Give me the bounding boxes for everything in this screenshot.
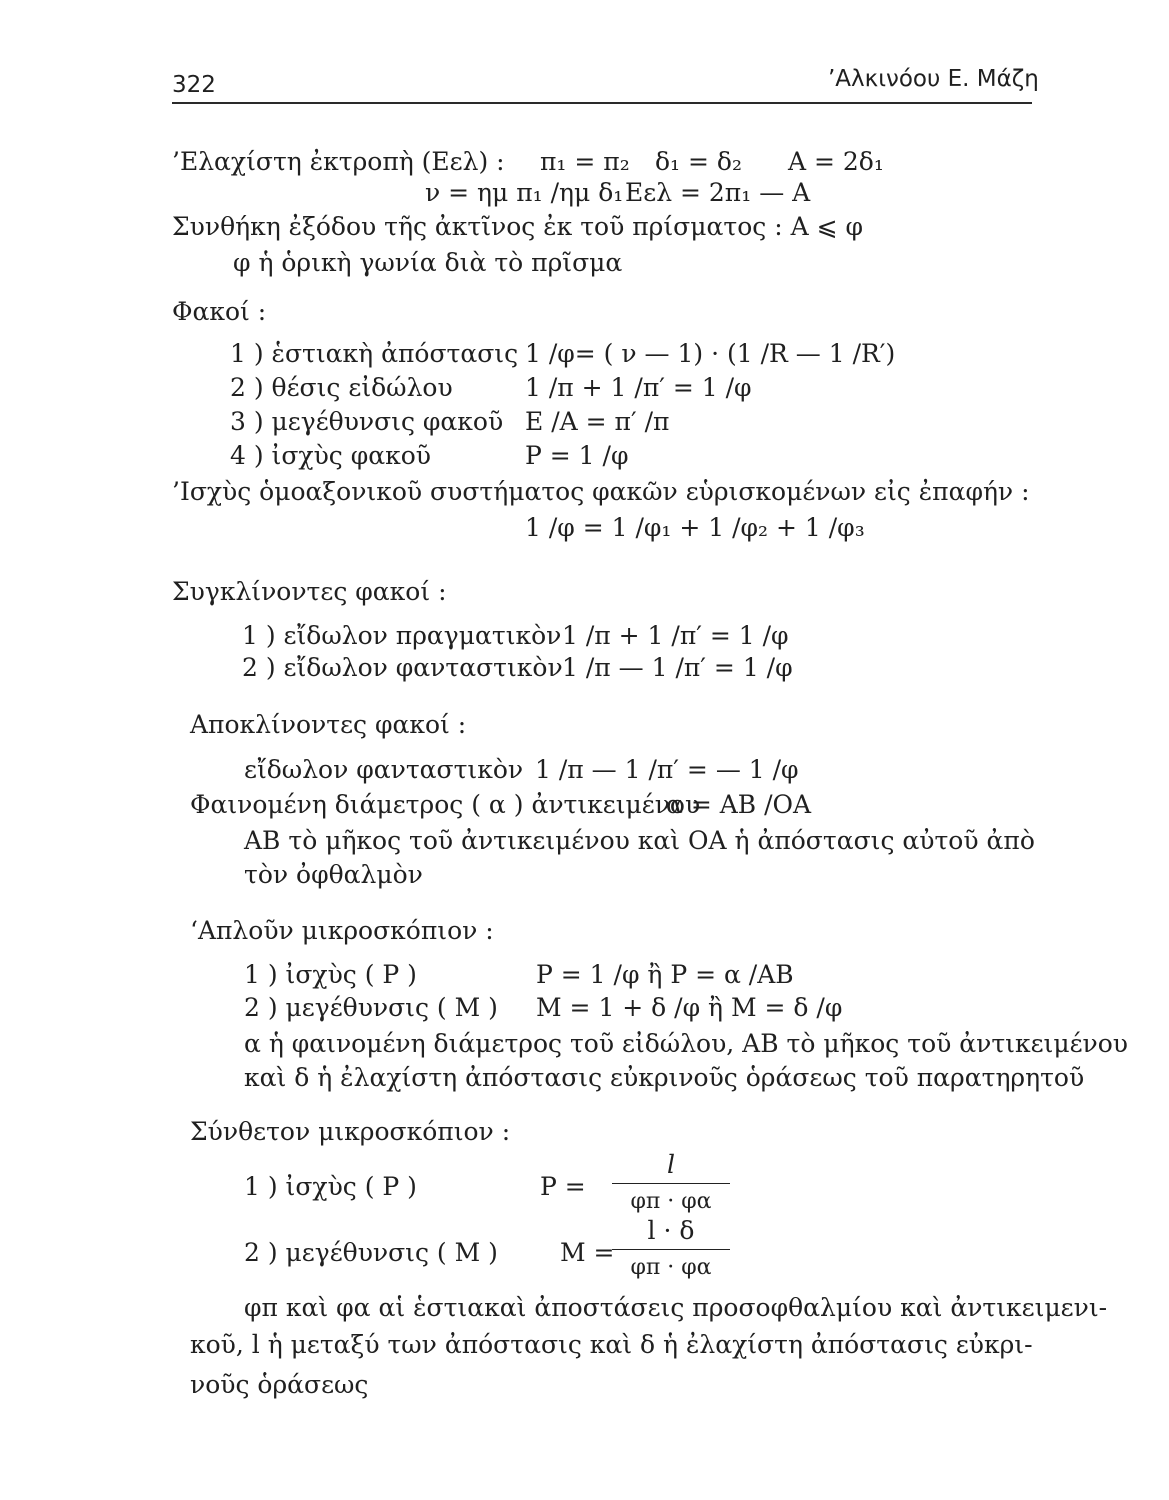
lens-power-formula: Ρ = 1 /φ xyxy=(525,441,629,470)
apparent-diameter-note-1: ΑΒ τὸ μῆκος τοῦ ἀντικειμένου καὶ ΟΑ ἡ ἀπόστασις αὐτοῦ ἀπὸ xyxy=(244,826,1035,855)
critical-angle-note: φ ἡ ὁρικὴ γωνία διὰ τὸ πρῖσμα xyxy=(233,248,623,277)
simple-magnification-formula: Μ = 1 + δ /φ ἢ Μ = δ /φ xyxy=(536,993,843,1022)
converging-virtual-formula: 1 /π — 1 /π′ = 1 /φ xyxy=(562,653,793,682)
compound-power-fraction-bar xyxy=(612,1183,730,1184)
lens-focal-formula: 1 /φ= ( ν — 1) · (1 /R — 1 /R′) xyxy=(525,339,896,368)
compound-power-denominator: φπ · φα xyxy=(630,1189,712,1214)
converging-virtual-label: 2 ) εἴδωλον φανταστικὸν xyxy=(242,653,563,682)
simple-microscope-note-1: α ἡ φαινομένη διάμετρος τοῦ εἰδώλου, ΑΒ τὸ μῆκος τοῦ ἀντικειμένου xyxy=(244,1029,1128,1058)
min-deviation-eq2: δ₁ = δ₂ xyxy=(655,147,742,176)
lens-focal-label: 1 ) ἑστιακὴ ἀπόστασις xyxy=(230,339,519,368)
compound-power-lhs: Ρ = xyxy=(540,1172,586,1201)
compound-magnification-lhs: Μ = xyxy=(560,1238,615,1267)
lenses-title: Φακοί : xyxy=(172,297,267,326)
lens-magnification-formula: Ε /Α = π′ /π xyxy=(525,407,670,436)
apparent-diameter-formula: α = ΑΒ /ΟΑ xyxy=(666,790,812,819)
lens-image-formula: 1 /π + 1 /π′ = 1 /φ xyxy=(525,373,752,402)
compound-microscope-note-2: κοῦ, l ἡ μεταξύ των ἀπόστασις καὶ δ ἡ ἐλαχίστη ἀπόστασις εὐκρι- xyxy=(190,1330,1033,1359)
compound-magnification-denominator: φπ · φα xyxy=(630,1255,712,1280)
compound-magnification-fraction-bar xyxy=(612,1249,730,1250)
simple-power-formula: Ρ = 1 /φ ἢ Ρ = α /ΑΒ xyxy=(536,960,794,989)
compound-magnification-fraction xyxy=(612,1216,730,1283)
compound-microscope-note-3: νοῦς ὁράσεως xyxy=(190,1370,369,1399)
converging-title: Συγκλίνοντες φακοί : xyxy=(172,577,447,606)
running-title: ’Αλκινόου Ε. Μάζη xyxy=(828,66,1039,92)
converging-real-formula: 1 /π + 1 /π′ = 1 /φ xyxy=(562,621,789,650)
simple-power-label: 1 ) ἰσχὺς ( Ρ ) xyxy=(244,960,417,989)
compound-power-label: 1 ) ἰσχὺς ( Ρ ) xyxy=(244,1172,417,1201)
simple-magnification-label: 2 ) μεγέθυνσις ( Μ ) xyxy=(244,993,498,1022)
diverging-formula: 1 /π — 1 /π′ = — 1 /φ xyxy=(535,755,799,784)
apparent-diameter-note-2: τὸν ὀφθαλμὸν xyxy=(244,860,423,889)
header-rule xyxy=(172,102,1032,104)
diverging-label: εἴδωλον φανταστικὸν xyxy=(244,755,524,784)
coaxial-system-label: ’Ισχὺς ὁμοαξονικοῦ συστήματος φακῶν εὑρισκομένων εἰς ἐπαφήν : xyxy=(172,477,1030,506)
page-number: 322 xyxy=(172,72,216,98)
lens-image-label: 2 ) θέσις εἰδώλου xyxy=(230,373,453,402)
simple-microscope-title: ‘Απλοῦν μικροσκόπιον : xyxy=(190,916,494,945)
converging-real-label: 1 ) εἴδωλον πραγματικὸν xyxy=(242,621,562,650)
simple-microscope-note-2: καὶ δ ἡ ἐλαχίστη ἀπόστασις εὐκρινοῦς ὁράσεως τοῦ παρατηρητοῦ xyxy=(244,1063,1085,1092)
compound-magnification-label: 2 ) μεγέθυνσις ( Μ ) xyxy=(244,1238,498,1267)
min-deviation-eq1: π₁ = π₂ xyxy=(540,147,630,176)
min-deviation-label: ’Ελαχίστη ἐκτροπὴ (Εελ) : xyxy=(172,147,505,176)
diverging-title: Αποκλίνοντες φακοί : xyxy=(190,710,467,739)
deviation-eq: Εελ = 2π₁ — Α xyxy=(625,178,811,207)
refractive-index-eq: ν = ημ π₁ /ημ δ₁ xyxy=(425,178,624,207)
compound-microscope-note-1: φπ καὶ φα αἱ ἑστιακαὶ ἀποστάσεις προσοφθαλμίου καὶ ἀντικειμενι- xyxy=(244,1293,1108,1322)
compound-power-fraction xyxy=(612,1150,730,1217)
min-deviation-eq3: Α = 2δ₁ xyxy=(788,147,884,176)
apparent-diameter-label: Φαινομένη διάμετρος ( α ) ἀντικειμένου xyxy=(190,790,701,819)
compound-microscope-title: Σύνθετον μικροσκόπιον : xyxy=(190,1117,511,1146)
coaxial-system-formula: 1 /φ = 1 /φ₁ + 1 /φ₂ + 1 /φ₃ xyxy=(525,513,865,542)
compound-power-numerator: l xyxy=(667,1150,675,1179)
lens-power-label: 4 ) ἰσχὺς φακοῦ xyxy=(230,441,431,470)
exit-condition: Συνθήκη ἐξόδου τῆς ἀκτῖνος ἐκ τοῦ πρίσματος : Α ⩽ φ xyxy=(172,212,863,241)
compound-magnification-numerator: l · δ xyxy=(647,1216,695,1245)
lens-magnification-label: 3 ) μεγέθυνσις φακοῦ xyxy=(230,407,504,436)
